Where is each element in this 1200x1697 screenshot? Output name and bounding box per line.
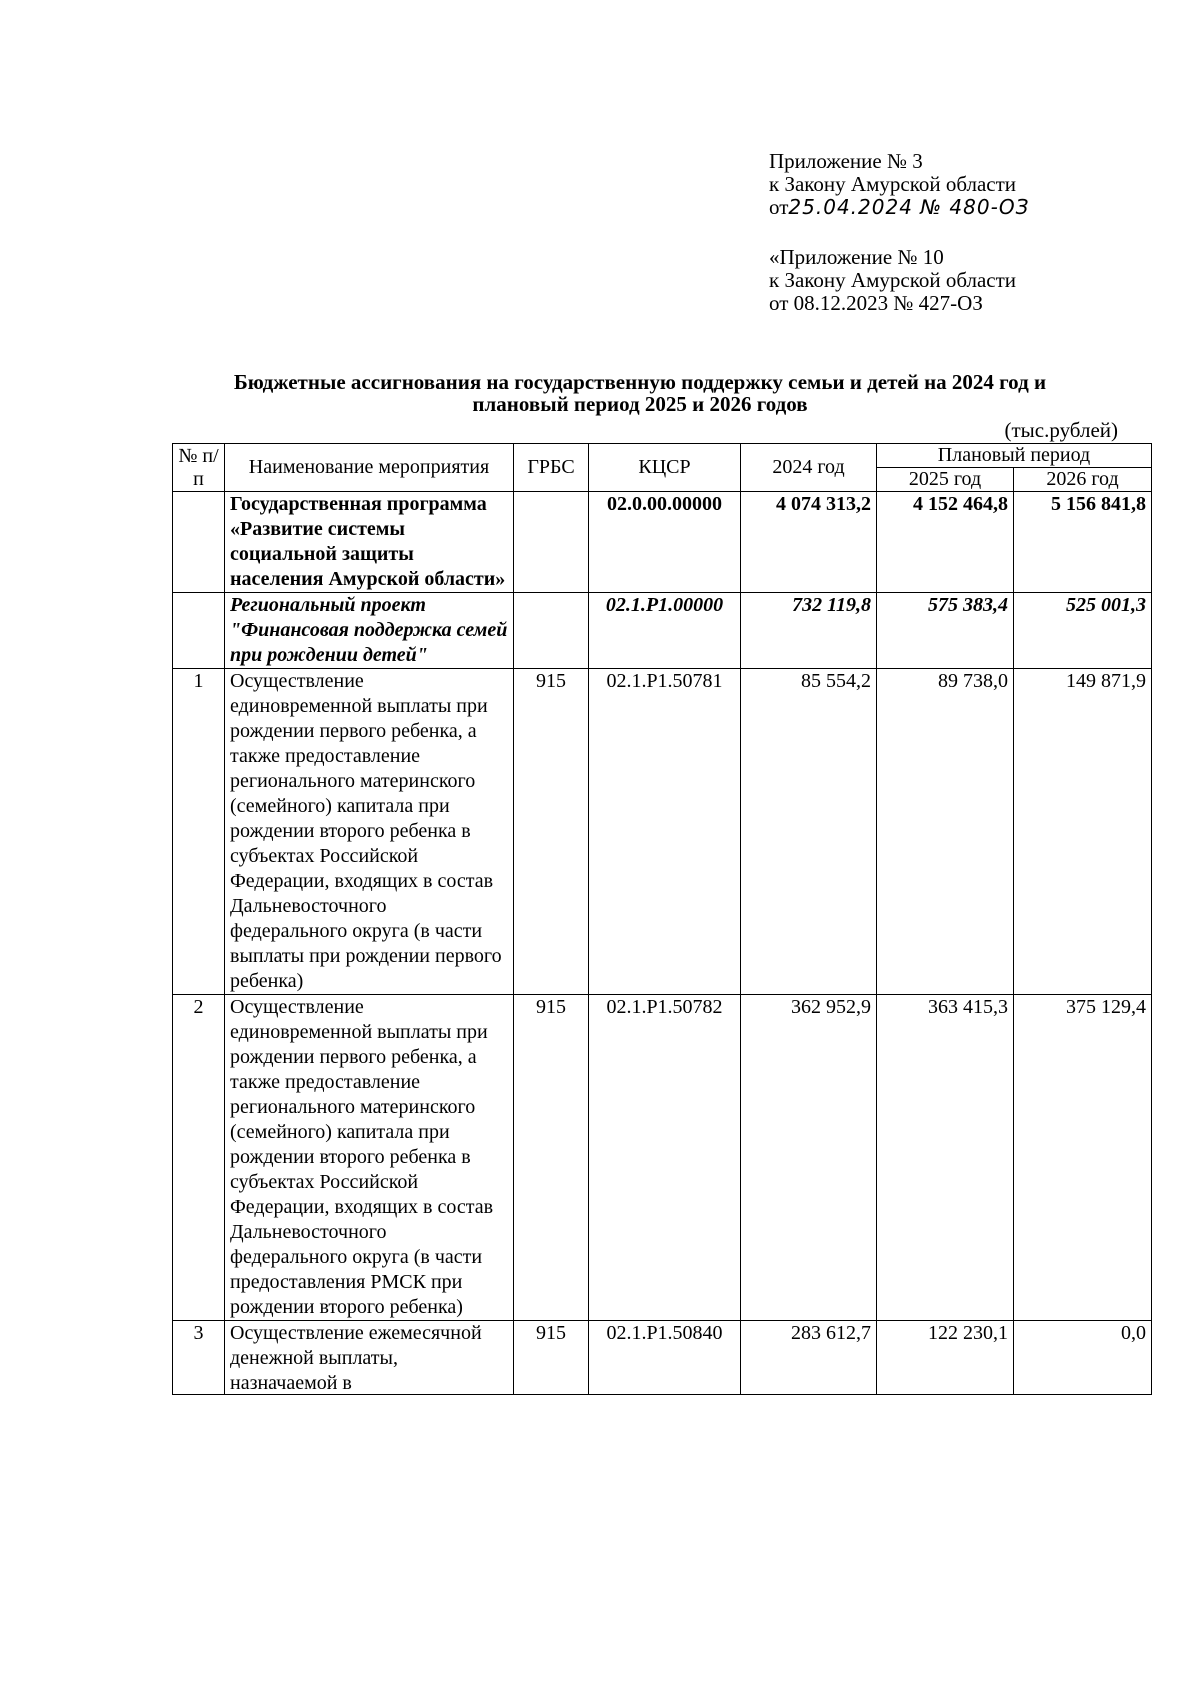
appendix-date-line: [769, 196, 1129, 219]
cell-2026: 149 871,9: [1014, 669, 1152, 995]
table-row: [173, 669, 1152, 995]
cell-2025: 122 230,1: [877, 1321, 1014, 1395]
cell-name: [225, 1321, 514, 1395]
header-num: № п/п: [173, 444, 225, 492]
cell-name: Региональный проект "Финансовая поддержка семей при рождении детей": [225, 593, 514, 669]
cell-2025: 89 738,0: [877, 669, 1014, 995]
cell-2024: 4 074 313,2: [741, 492, 877, 593]
cell-2024: 85 554,2: [741, 669, 877, 995]
cell-2026: 5 156 841,8: [1014, 492, 1152, 593]
cell-2026: 0,0: [1014, 1321, 1152, 1395]
original-appendix-date-line: от 08.12.2023 № 427-ОЗ: [769, 291, 983, 315]
header-2024: 2024 год: [741, 444, 877, 492]
cell-kcsr: 02.1.Р1.50782: [589, 995, 741, 1321]
title-line-2: плановый период 2025 и 2026 годов: [472, 392, 808, 416]
cell-2025: 363 415,3: [877, 995, 1014, 1321]
header-row: [173, 444, 1152, 468]
header-2026: 2026 год: [1014, 468, 1152, 492]
table-row: [173, 995, 1152, 1321]
cell-2024: 732 119,8: [741, 593, 877, 669]
cell-2026: 375 129,4: [1014, 995, 1152, 1321]
original-appendix-law-line: к Закону Амурской области: [769, 268, 1017, 292]
cell-kcsr: 02.1.Р1.50781: [589, 669, 741, 995]
cell-2024: 362 952,9: [741, 995, 877, 1321]
cell-2025: 575 383,4: [877, 593, 1014, 669]
budget-table: [172, 443, 1152, 1395]
cell-num: 1: [173, 669, 225, 995]
cell-2025: 4 152 464,8: [877, 492, 1014, 593]
cell-kcsr: 02.1.Р1.50840: [589, 1321, 741, 1395]
cell-num: 2: [173, 995, 225, 1321]
table-row: [173, 492, 1152, 593]
header-kcsr: КЦСР: [589, 444, 741, 492]
table-row: [173, 593, 1152, 669]
original-appendix-line: «Приложение № 10: [769, 245, 944, 269]
appendix-law-line: к Закону Амурской области: [769, 172, 1017, 196]
cell-2024: 283 612,7: [741, 1321, 877, 1395]
cell-grbs: 915: [514, 1321, 589, 1395]
cell-kcsr: 02.0.00.00000: [589, 492, 741, 593]
header-name: Наименование мероприятия: [225, 444, 514, 492]
appendix-header: [769, 150, 1129, 219]
cell-name: Осуществление единовременной выплаты при рождении первого ребенка, а также предоставление регионального материнского (семейного) капитала при рождении второго ребенка в субъектах Российской Федерации, входящих в состав Дальневосточного федерального округа (в части предоставления РМСК при рождении второго ребенка): [225, 995, 514, 1321]
cell-num: [173, 492, 225, 593]
document-title: [140, 371, 1140, 415]
cell-num: [173, 593, 225, 669]
cell-grbs: 915: [514, 669, 589, 995]
title-line-1: Бюджетные ассигнования на государственную поддержку семьи и детей на 2024 год и: [233, 370, 1047, 394]
appendix-line: Приложение № 3: [769, 149, 923, 173]
cell-grbs: [514, 593, 589, 669]
cell-name: Государственная программа «Развитие системы социальной защиты населения Амурской области»: [225, 492, 514, 593]
header-2025: 2025 год: [877, 468, 1014, 492]
table-row: [173, 1321, 1152, 1395]
cell-name-text: Осуществление ежемесячной денежной выплаты, назначаемой в: [230, 1322, 482, 1394]
cell-num: 3: [173, 1321, 225, 1395]
header-grbs: ГРБС: [514, 444, 589, 492]
cell-name: Осуществление единовременной выплаты при рождении первого ребенка, а также предоставление регионального материнского (семейного) капитала при рождении второго ребенка в субъектах Российской Федерации, входящих в состав Дальневосточного федерального округа (в части выплаты при рождении первого ребенка): [225, 669, 514, 995]
cell-grbs: 915: [514, 995, 589, 1321]
unit-note: (тыс.рублей): [1004, 418, 1118, 442]
cell-grbs: [514, 492, 589, 593]
original-appendix-header: [769, 246, 1129, 315]
cell-kcsr: 02.1.Р1.00000: [589, 593, 741, 669]
handwritten-date-number: 25.04.2024 № 480-ОЗ: [788, 195, 1030, 219]
date-prefix: от: [769, 195, 789, 219]
cell-2026: 525 001,3: [1014, 593, 1152, 669]
header-planned-period: Плановый период: [877, 444, 1152, 468]
